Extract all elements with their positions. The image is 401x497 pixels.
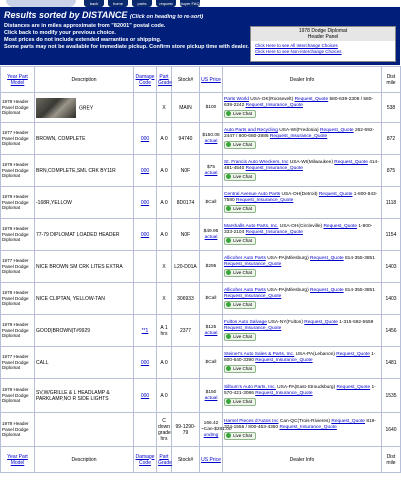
row-dealer-info — [223, 187, 382, 219]
chat-status-icon — [226, 433, 231, 438]
dealer-location: USA-WI(Milwaukee) — [288, 160, 335, 166]
dealer-phone: 580-639-2308 / 580-639-2242 — [224, 97, 373, 108]
chat-status-icon — [226, 302, 231, 307]
live-chat-button[interactable] — [224, 205, 256, 213]
row-year-part-model: 1979 Header Panel Dodge Diplomat — [1, 219, 35, 251]
dealer-phone: 1-800-640-3390 — [224, 352, 376, 363]
live-chat-button[interactable] — [224, 269, 256, 277]
row-distance: 1403 — [382, 251, 401, 283]
dealer-name-link[interactable]: Steiner's Auto Sales & Parts, Inc. — [224, 352, 295, 358]
live-chat-label: Live Chat — [233, 301, 253, 307]
request-insurance-quote-link[interactable]: Request_Insurance_Quote — [245, 230, 303, 235]
col-price-header[interactable]: US Price — [200, 67, 223, 93]
live-chat-label: Live Chat — [233, 205, 253, 211]
row-price — [200, 219, 223, 251]
buyer-faq-button[interactable]: buyer FAQ — [180, 1, 200, 6]
row-price-value: $295 — [205, 263, 217, 269]
live-chat-button[interactable] — [224, 301, 256, 309]
row-damage-code[interactable] — [134, 413, 157, 447]
row-damage-code[interactable] — [134, 283, 157, 315]
live-chat-label: Live Chat — [233, 432, 253, 438]
request-quote-button[interactable]: request — [156, 0, 176, 7]
live-chat-label: Live Chat — [233, 398, 253, 404]
row-price — [200, 315, 223, 347]
row-description-text: GREY — [79, 104, 94, 111]
row-distance: 1456 — [382, 315, 401, 347]
row-price — [200, 123, 223, 155]
row-price-value: $150 — [205, 389, 217, 395]
row-price — [200, 347, 223, 379]
row-damage-code[interactable]: 000 — [134, 219, 157, 251]
live-chat-button[interactable] — [224, 173, 256, 181]
row-price — [200, 93, 223, 123]
row-dealer-info — [223, 283, 382, 315]
row-year-part-model: 1977 Header Panel Dodge Diplomat — [1, 123, 35, 155]
selection-box — [250, 26, 396, 62]
part-photo[interactable] — [36, 98, 76, 118]
row-stock-number: 8D0174 — [172, 187, 200, 219]
banner-line: Distances are in miles approximate from "82001" postal code. — [4, 23, 166, 29]
request-insurance-quote-link[interactable]: Request_Insurance_Quote — [224, 326, 282, 331]
col-damage-header[interactable]: Damage Code — [134, 67, 157, 93]
dealer-phone: 1-315-592-5559 — [337, 320, 374, 326]
dealer-phone: 262-692-2447 / 800-680-2886 — [224, 128, 375, 139]
live-chat-label: Live Chat — [233, 365, 253, 371]
dealer-location: USA-OH(Detroit) — [280, 192, 319, 198]
row-price — [200, 251, 223, 283]
row-damage-code[interactable] — [134, 93, 157, 123]
row-year-part-model: 1979 Header Panel Dodge Diplomat — [1, 187, 35, 219]
row-distance: 1118 — [382, 187, 401, 219]
banner-line: Some parts may not be available for immediate pickup. Confirm store pickup time with dealer. — [4, 44, 249, 50]
dealer-location: Can-QC(Trois-Rivieres) — [278, 419, 332, 425]
dealer-name-link[interactable]: Auto Parts and Recycling — [224, 128, 278, 134]
row-description — [35, 123, 134, 155]
row-part-grade: C down grade hrs — [157, 413, 172, 447]
chat-status-icon — [226, 366, 231, 371]
row-part-grade: A 1 hrs — [157, 315, 172, 347]
dealer-name-link[interactable]: Central Avenue Auto Parts — [224, 192, 281, 198]
table-row — [1, 315, 401, 347]
row-dealer-info — [223, 123, 382, 155]
row-price — [200, 155, 223, 187]
all-interchange-link[interactable]: Click Here to see All Interchange Choices — [255, 43, 338, 48]
request-quote-link[interactable]: Request_Quote — [294, 97, 329, 103]
row-price-link[interactable]: actual — [204, 330, 218, 336]
request-insurance-quote-link[interactable]: Request_Insurance_Quote — [255, 391, 313, 396]
row-price-link[interactable]: undmg — [203, 432, 219, 438]
row-price-value: $Call — [205, 359, 217, 365]
row-description — [35, 155, 134, 187]
non-interchange-link[interactable]: Click Here to see Non-Interchange Choices — [255, 49, 342, 54]
row-price-link[interactable]: actual — [204, 170, 218, 176]
row-stock-number: N0F — [172, 219, 200, 251]
row-description — [35, 379, 134, 413]
row-part-grade: A 0 — [157, 187, 172, 219]
live-chat-label: Live Chat — [233, 237, 253, 243]
row-stock-number: 99-1290-79 — [172, 413, 200, 447]
row-damage-code[interactable] — [134, 251, 157, 283]
table-row — [1, 251, 401, 283]
banner-line: Click back to modify your previous choice. — [4, 30, 116, 36]
row-description-text: BROWN, COMPLETE — [36, 135, 86, 142]
row-dealer-info — [223, 219, 382, 251]
row-year-part-model: 1977 Header Panel Dodge Diplomat — [1, 347, 35, 379]
request-insurance-quote-link[interactable]: Request_Insurance_Quote — [245, 166, 303, 171]
row-stock-number: N0F — [172, 155, 200, 187]
row-description — [35, 283, 134, 315]
col-price-footer[interactable]: US Price — [200, 447, 223, 473]
row-part-grade: A 0 — [157, 379, 172, 413]
row-description — [35, 93, 134, 123]
dealer-location: USA-PA(Lebanon) — [294, 352, 337, 358]
row-stock-number: L20-D01A — [172, 251, 200, 283]
dealer-phone: 819-374-1556 / 800-463-4350 — [224, 419, 376, 430]
dealer-location: USA-WI(Fredonia) — [277, 128, 320, 134]
row-part-grade: X — [157, 283, 172, 315]
request-quote-link[interactable]: Request_Quote — [334, 160, 368, 166]
row-price-value: $Call — [205, 295, 217, 301]
col-dist-header: Dist mile — [382, 67, 401, 93]
live-chat-button[interactable] — [224, 365, 256, 373]
row-stock-number — [172, 347, 200, 379]
row-damage-code[interactable]: 000 — [134, 379, 157, 413]
col-grade-footer[interactable]: Part Grade — [157, 447, 172, 473]
live-chat-button[interactable] — [224, 398, 256, 406]
request-quote-link[interactable]: Request_Quote — [336, 352, 370, 358]
row-description-text: 77-79 DIPLOMAT LOADED HEADER — [36, 231, 120, 238]
back-button[interactable]: back — [84, 0, 104, 7]
request-quote-link[interactable]: Request_Quote — [323, 224, 358, 230]
col-dist-footer: Dist mile — [382, 447, 401, 473]
request-insurance-quote-link[interactable]: Request_Insurance_Quote — [255, 358, 313, 363]
live-chat-button[interactable] — [224, 432, 256, 440]
dealer-name-link[interactable]: Silbum's Auto Parts, Inc. — [224, 385, 276, 391]
selection-part: Header Panel — [307, 34, 339, 40]
row-price — [200, 187, 223, 219]
row-stock-number — [172, 379, 200, 413]
row-price-value: $75 — [206, 164, 215, 170]
results-table — [0, 66, 401, 473]
row-description — [35, 251, 134, 283]
request-quote-link[interactable]: Request_Quote — [310, 288, 344, 294]
table-row — [1, 413, 401, 447]
dealer-location: USA-PA(Milesburg) — [265, 288, 311, 294]
row-distance: 1154 — [382, 219, 401, 251]
row-dealer-info — [223, 155, 382, 187]
request-insurance-quote-link[interactable]: Request_Insurance_Quote — [236, 198, 294, 203]
dealer-name-link[interactable]: Allicoher Auto Parts — [224, 256, 266, 262]
row-description — [35, 347, 134, 379]
dealer-location: USA-PA(Milesburg) — [265, 256, 311, 262]
dealer-name-link[interactable]: Marshalls Auto Parts, Inc. — [224, 224, 279, 230]
col-year-footer[interactable]: Year Part Model — [1, 447, 35, 473]
row-description — [35, 413, 134, 447]
request-insurance-quote-link[interactable]: Request_Insurance_Quote — [269, 134, 328, 139]
row-stock-number: 2377 — [172, 315, 200, 347]
row-description — [35, 315, 134, 347]
col-dealer-header: Dealer Info — [223, 67, 382, 93]
row-distance: 1535 — [382, 379, 401, 413]
col-year-header[interactable]: Year Part Model — [1, 67, 35, 93]
table-row — [1, 187, 401, 219]
row-stock-number: 94740 — [172, 123, 200, 155]
row-dealer-info — [223, 379, 382, 413]
row-price — [200, 283, 223, 315]
dealer-name-link[interactable]: Allicoher Auto Parts — [224, 288, 266, 294]
col-damage-footer[interactable]: Damage Code — [134, 447, 157, 473]
live-chat-label: Live Chat — [233, 173, 253, 179]
dealer-location: USA-NY(Fulton) — [266, 320, 305, 326]
request-insurance-quote-link[interactable]: Request_Insurance_Quote — [245, 103, 303, 108]
chat-status-icon — [226, 399, 231, 404]
row-dealer-info — [223, 413, 382, 447]
col-stock-footer: Stock# — [172, 447, 200, 473]
live-chat-button[interactable] — [224, 237, 256, 245]
live-chat-button[interactable] — [224, 141, 256, 149]
row-year-part-model: 1979 Header Panel Dodge Diplomat — [1, 315, 35, 347]
live-chat-label: Live Chat — [233, 269, 253, 275]
row-year-part-model: 1977 Header Panel Dodge Diplomat — [1, 251, 35, 283]
row-damage-code[interactable]: 000 — [134, 123, 157, 155]
dealer-phone: 1-570-421-3086 — [224, 385, 376, 396]
chat-status-icon — [226, 111, 231, 116]
row-part-grade: X — [157, 93, 172, 123]
row-price-value: $100 — [205, 104, 217, 110]
row-description — [35, 187, 134, 219]
request-insurance-quote-link[interactable]: Request_Insurance_Quote — [224, 262, 282, 267]
dealer-name-link[interactable]: Parts World — [224, 97, 249, 103]
dealer-name-link[interactable]: Hamel Pieces d'Autos Inc — [224, 419, 279, 425]
row-part-grade: A 0 — [157, 347, 172, 379]
parts-selector-button[interactable]: parts — [132, 0, 152, 7]
dealer-phone: 814-355-3851 — [343, 256, 375, 262]
table-row — [1, 219, 401, 251]
chat-status-icon — [226, 206, 231, 211]
table-row — [1, 283, 401, 315]
row-description-text: NICE CLIPTAN, YELLOW-TAN — [36, 295, 105, 302]
dealer-location: USA-OH(Circleville) — [278, 224, 324, 230]
row-description-text: -168R,YELLOW — [36, 199, 72, 206]
dealer-location: USA-OK(Roosevelt) — [248, 97, 295, 103]
row-price-value: $125 — [205, 324, 217, 330]
row-price — [200, 379, 223, 413]
live-chat-label: Live Chat — [233, 333, 253, 339]
site-logo[interactable] — [6, 0, 76, 7]
row-price-link[interactable]: actual — [204, 234, 218, 240]
row-year-part-model: 1978 Header Panel Dodge Diplomat — [1, 93, 35, 123]
chat-status-icon — [226, 142, 231, 147]
dealer-location: USA-PA(East-Stroudsburg) — [275, 385, 337, 391]
row-distance: 872 — [382, 123, 401, 155]
dealer-phone: 1-800-843-7580 — [224, 192, 378, 203]
top-navigation — [0, 0, 400, 7]
row-description-text: BRN,COMPLETE,SML CRK BY11R — [36, 167, 116, 174]
col-dealer-footer: Dealer Info — [223, 447, 382, 473]
dealer-phone: 814-355-3851 — [343, 288, 375, 294]
banner-line: Most prices do not include extended warranties or shipping. — [4, 37, 162, 43]
row-dealer-info — [223, 251, 382, 283]
live-chat-label: Live Chat — [233, 141, 253, 147]
col-description-footer: Description — [35, 447, 134, 473]
row-year-part-model: 1979 Header Panel Dodge Diplomat — [1, 379, 35, 413]
request-quote-link[interactable]: Request_Quote — [336, 385, 371, 391]
row-stock-number: MAIN — [172, 93, 200, 123]
row-dealer-info — [223, 315, 382, 347]
selection-vehicle: 1978 Dodge Diplomat — [298, 28, 348, 34]
request-insurance-quote-link[interactable]: Request_Insurance_Quote — [279, 425, 337, 430]
row-damage-code[interactable]: 000 — [134, 187, 157, 219]
request-insurance-quote-link[interactable]: Request_Insurance_Quote — [224, 294, 282, 299]
row-damage-code[interactable]: 000 — [134, 155, 157, 187]
row-price-link[interactable]: actual — [204, 395, 218, 401]
request-quote-link[interactable]: Request_Quote — [310, 256, 344, 262]
dealer-phone: 1-800-333-2104 — [224, 224, 373, 235]
row-price — [200, 413, 232, 447]
chat-status-icon — [226, 334, 231, 339]
table-row — [1, 347, 401, 379]
row-description-text: SV,W/GRILLE & L HEADLAMP & PARKLAMP,NO R SIDE LIGHTS — [36, 389, 110, 402]
row-dealer-info — [223, 347, 382, 379]
col-description-header: Description — [35, 67, 134, 93]
row-price-value: 166.42 ~Can-$281.00 — [201, 420, 232, 432]
table-row — [1, 123, 401, 155]
row-price-value: $49.95 — [203, 228, 219, 234]
row-part-grade: X — [157, 251, 172, 283]
row-part-grade: A 0 — [157, 155, 172, 187]
row-distance: 875 — [382, 155, 401, 187]
row-year-part-model: 1979 Header Panel Dodge Diplomat — [1, 155, 35, 187]
row-distance: 1403 — [382, 283, 401, 315]
chat-status-icon — [226, 238, 231, 243]
row-year-part-model: 1979 Header Panel Dodge Diplomat — [1, 413, 35, 447]
row-price-value: $150.06 — [202, 132, 220, 138]
dealer-name-link[interactable]: St. Francis Auto Wreckers, Inc — [224, 160, 289, 166]
col-grade-header[interactable]: Part Grade — [157, 67, 172, 93]
table-row — [1, 93, 401, 123]
row-year-part-model: 1978 Header Panel Dodge Diplomat — [1, 283, 35, 315]
row-damage-code[interactable]: **1 — [134, 315, 157, 347]
request-quote-link[interactable]: Request_Quote — [304, 320, 338, 326]
chat-status-icon — [226, 270, 231, 275]
row-price-link[interactable]: actual — [204, 138, 218, 144]
row-stock-number: 306933 — [172, 283, 200, 315]
row-dealer-info — [223, 93, 382, 123]
live-chat-button[interactable] — [224, 333, 256, 341]
results-title: Results sorted by DISTANCE (Click on heading to re-sort) — [4, 10, 204, 20]
row-price-value: $Call — [205, 199, 217, 205]
dealer-phone: 414-481-4540 — [224, 160, 379, 171]
table-row — [1, 379, 401, 413]
row-description-text: GOOD|BROWN|T#9929 — [36, 327, 90, 334]
resort-hint: (Click on heading to re-sort) — [129, 14, 204, 20]
row-damage-code[interactable]: 000 — [134, 347, 157, 379]
row-distance: 1481 — [382, 347, 401, 379]
row-description-text: CALL — [36, 359, 49, 366]
selection-header — [251, 27, 395, 41]
request-quote-link[interactable]: Request_Quote — [320, 128, 354, 134]
live-chat-label: Live Chat — [233, 110, 253, 116]
row-description-text: NICE BROWN SM CRK LITES EXTRA — [36, 263, 123, 270]
row-distance: 538 — [382, 93, 401, 123]
chat-status-icon — [226, 174, 231, 179]
row-distance: 1640 — [382, 413, 401, 447]
row-description — [35, 219, 134, 251]
row-part-grade: A 0 — [157, 123, 172, 155]
live-chat-button[interactable] — [224, 110, 256, 118]
request-quote-link[interactable]: Request_Quote — [331, 419, 365, 425]
table-row — [1, 155, 401, 187]
col-stock-header: Stock# — [172, 67, 200, 93]
request-quote-link[interactable]: Request_Quote — [318, 192, 353, 198]
dealer-name-link[interactable]: Fulton Auto Salvage — [224, 320, 267, 326]
home-button[interactable]: home — [108, 0, 128, 7]
row-part-grade: A 0 — [157, 219, 172, 251]
